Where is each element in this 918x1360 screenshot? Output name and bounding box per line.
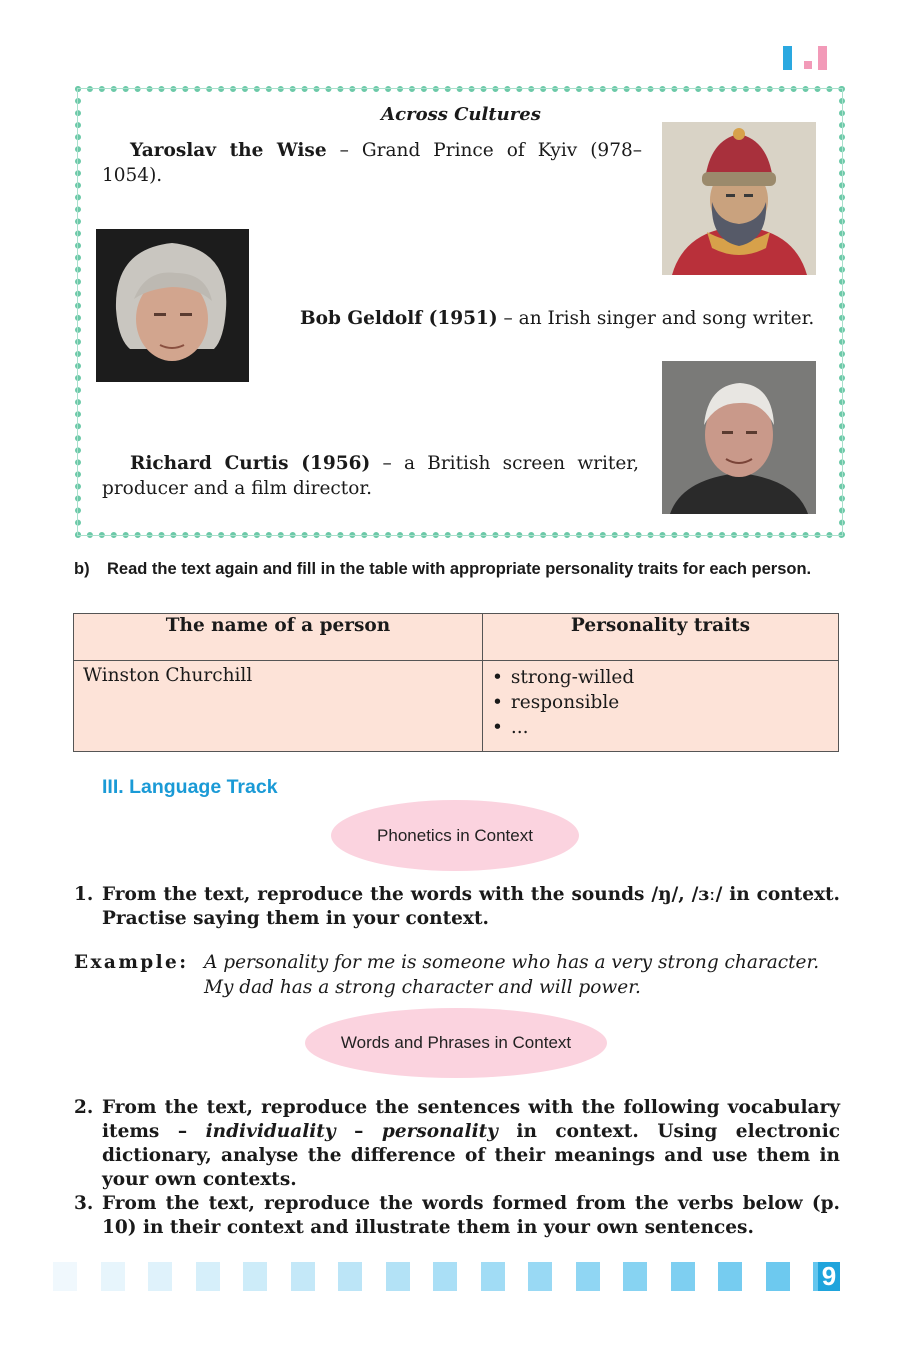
footer-square	[196, 1262, 220, 1291]
column-header-traits: Personality traits	[483, 614, 839, 661]
footer-square	[528, 1262, 552, 1291]
entry-desc: – Grand Prince of Kyiv (978–	[326, 140, 642, 161]
footer-square	[291, 1262, 315, 1291]
entry-desc-cont: producer and a film director.	[102, 478, 373, 499]
example-label: Example:	[74, 952, 189, 973]
unit-marker	[780, 46, 830, 72]
page-number: 9	[818, 1262, 840, 1291]
cell-traits	[483, 661, 839, 752]
footer-square	[766, 1262, 790, 1291]
marker-bar-blue	[783, 46, 792, 70]
vocab-term: personality	[381, 1121, 498, 1142]
entry-desc-cont: 1054).	[102, 165, 163, 186]
vocab-term: individuality	[205, 1121, 336, 1142]
entry-richard-curtis	[102, 451, 639, 501]
footer-square	[386, 1262, 410, 1291]
task-b-text: Read the text again and fill in the table with appropriate personality traits for each person.	[107, 560, 812, 578]
task-number: 1.	[74, 884, 94, 905]
task-number: 2.	[74, 1097, 94, 1118]
task-text-part: –	[335, 1121, 382, 1142]
entry-bob-geldolf	[300, 306, 814, 331]
footer-square	[53, 1262, 77, 1291]
personality-table	[73, 613, 839, 752]
richard-curtis-portrait	[662, 361, 816, 514]
entry-name: Bob Geldolf (1951)	[300, 308, 498, 329]
entry-name: Yaroslav the Wise	[130, 140, 327, 161]
footer-square	[148, 1262, 172, 1291]
task-text-part: in context. Using electronic dictionary, analyse the difference of their meanings and use them in your own contexts.	[102, 1121, 841, 1190]
section-title: III. Language Track	[102, 776, 278, 798]
entry-name: Richard Curtis (1956)	[130, 453, 371, 474]
task-b	[74, 558, 842, 580]
traits-list	[492, 665, 829, 740]
task-text-part: From the text, reproduce the sentences with the following vocabulary items –	[102, 1097, 840, 1142]
list-item: • responsible	[492, 690, 829, 715]
footer-square	[576, 1262, 600, 1291]
footer-square	[718, 1262, 742, 1291]
footer-square	[101, 1262, 125, 1291]
footer-square	[481, 1262, 505, 1291]
task-b-label: b)	[74, 560, 90, 578]
marker-bar-pink	[818, 46, 827, 70]
footer-square	[623, 1262, 647, 1291]
footer-square	[338, 1262, 362, 1291]
task-number: 3.	[74, 1193, 94, 1214]
footer-square	[671, 1262, 695, 1291]
footer-square	[433, 1262, 457, 1291]
phonetics-pill: Phonetics in Context	[331, 800, 579, 871]
task-1	[74, 883, 840, 931]
example-line-2: My dad has a strong character and will power.	[204, 977, 641, 998]
column-header-name: The name of a person	[74, 614, 483, 661]
table-row	[74, 661, 839, 752]
marker-dot	[804, 61, 812, 69]
entry-yaroslav	[102, 138, 642, 188]
task-2	[74, 1096, 840, 1192]
task-text: From the text, reproduce the words formed from the verbs below (p. 10) in their context and illustrate them in your own sentences.	[102, 1193, 840, 1238]
example-line-1: A personality for me is someone who has a very strong character.	[204, 952, 820, 973]
task-text: From the text, reproduce the words with the sounds /ŋ/, /ɜː/ in context. Practise saying them in your context.	[102, 884, 840, 929]
list-item: • strong-willed	[492, 665, 829, 690]
list-item: • ...	[492, 715, 829, 740]
footer-square	[243, 1262, 267, 1291]
bob-geldolf-portrait	[96, 229, 249, 382]
words-phrases-pill: Words and Phrases in Context	[305, 1008, 607, 1078]
task-3	[74, 1192, 840, 1240]
task-text	[102, 1096, 840, 1192]
yaroslav-portrait	[662, 122, 816, 275]
across-cultures-title: Across Cultures	[381, 104, 541, 125]
entry-desc: – an Irish singer and song writer.	[497, 308, 815, 329]
table-header-row	[74, 614, 839, 661]
cell-person-name: Winston Churchill	[74, 661, 483, 752]
entry-desc: – a British screen writer,	[370, 453, 639, 474]
